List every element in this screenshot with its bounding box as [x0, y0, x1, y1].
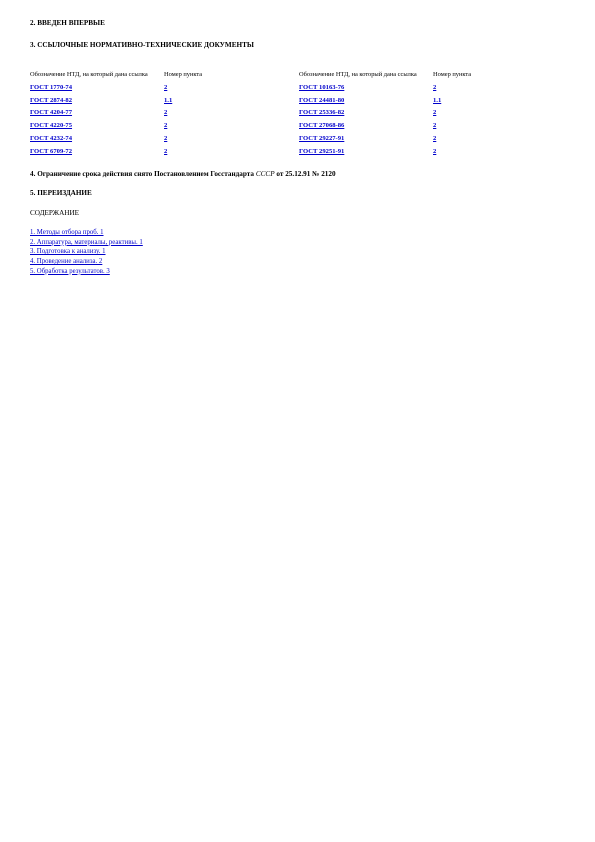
table-row	[30, 119, 500, 132]
table-cell	[433, 94, 500, 107]
contents-title: СОДЕРЖАНИЕ	[30, 209, 80, 217]
gost-link-left[interactable]: ГОСТ 4204-77	[30, 109, 73, 117]
table-cell	[164, 145, 299, 158]
gost-link-left[interactable]: ГОСТ 2874-82	[30, 96, 73, 104]
item-link-left[interactable]: 2	[164, 135, 168, 143]
table-cell	[433, 132, 500, 145]
toc-item	[30, 228, 143, 238]
section-5-title: 5. ПЕРЕИЗДАНИЕ	[30, 189, 92, 197]
table-cell	[30, 145, 164, 158]
section-4-suffix: от 25.12.91 № 2120	[274, 170, 336, 178]
item-link-right[interactable]: 2	[433, 147, 437, 155]
table-header-row	[30, 60, 500, 81]
table-cell	[299, 94, 433, 107]
toc-link[interactable]: 1. Методы отбора проб. 1	[30, 229, 104, 236]
item-link-right[interactable]: 1.1	[433, 96, 442, 104]
gost-link-right[interactable]: ГОСТ 27068-86	[299, 122, 345, 130]
item-link-right[interactable]: 2	[433, 122, 437, 130]
table-row	[30, 107, 500, 120]
gost-link-left[interactable]: ГОСТ 4232-74	[30, 135, 73, 143]
section-4-prefix: 4. Ограничение срока действия снято Постановлением Госстандарта	[30, 170, 256, 178]
section-2-title: 2. ВВЕДЕН ВПЕРВЫЕ	[30, 19, 105, 27]
header-item-left: Номер пункта	[164, 70, 203, 78]
header-item-right: Номер пункта	[433, 70, 472, 78]
item-link-left[interactable]: 2	[164, 147, 168, 155]
table-cell	[299, 119, 433, 132]
gost-link-right[interactable]: ГОСТ 29227-91	[299, 135, 345, 143]
item-link-left[interactable]: 1.1	[164, 96, 173, 104]
table-cell	[299, 132, 433, 145]
table-cell	[30, 119, 164, 132]
section-3-title: 3. ССЫЛОЧНЫЕ НОРМАТИВНО-ТЕХНИЧЕСКИЕ ДОКУМЕНТЫ	[30, 41, 254, 49]
toc-link[interactable]: 3. Подготовка к анализу. 1	[30, 248, 106, 256]
table-cell	[299, 107, 433, 120]
reference-documents-table	[30, 60, 500, 158]
table-cell	[30, 132, 164, 145]
table-cell	[30, 107, 164, 120]
toc-link[interactable]: 4. Проведение анализа. 2	[30, 258, 103, 266]
table-cell	[164, 132, 299, 145]
item-link-left[interactable]: 2	[164, 122, 168, 130]
gost-link-left[interactable]: ГОСТ 1770-74	[30, 83, 73, 91]
gost-link-left[interactable]: ГОСТ 6709-72	[30, 147, 73, 155]
item-link-left[interactable]: 2	[164, 109, 168, 117]
table-row	[30, 94, 500, 107]
table-cell	[164, 81, 299, 94]
table-body	[30, 81, 500, 158]
gost-link-right[interactable]: ГОСТ 24481-80	[299, 96, 345, 104]
toc-item	[30, 238, 143, 248]
gost-link-right[interactable]: ГОСТ 29251-91	[299, 147, 345, 155]
section-4-text	[30, 170, 336, 178]
gost-link-right[interactable]: ГОСТ 25336-82	[299, 109, 345, 117]
toc-item	[30, 257, 143, 267]
table-cell	[299, 145, 433, 158]
table-of-contents	[30, 228, 143, 277]
table-row	[30, 132, 500, 145]
table-cell	[433, 107, 500, 120]
item-link-right[interactable]: 2	[433, 83, 437, 91]
table-row	[30, 145, 500, 158]
table-cell	[164, 119, 299, 132]
table-cell	[299, 81, 433, 94]
table-cell	[164, 94, 299, 107]
table-cell	[433, 119, 500, 132]
table-cell	[164, 107, 299, 120]
table-row	[30, 81, 500, 94]
header-designation-right: Обозначение НТД, на который дана ссылка	[299, 70, 417, 78]
toc-item	[30, 267, 143, 277]
gost-link-left[interactable]: ГОСТ 4220-75	[30, 122, 73, 130]
item-link-left[interactable]: 2	[164, 83, 168, 91]
toc-item	[30, 247, 143, 257]
toc-link[interactable]: 2. Аппаратура, материалы, реактивы. 1	[30, 238, 143, 246]
table-cell	[433, 81, 500, 94]
section-4-italic: СССР	[255, 170, 275, 178]
gost-link-right[interactable]: ГОСТ 10163-76	[299, 83, 345, 91]
item-link-right[interactable]: 2	[433, 109, 437, 117]
table-cell	[433, 145, 500, 158]
table-cell	[30, 94, 164, 107]
table-cell	[30, 81, 164, 94]
header-designation-left: Обозначение НТД, на который дана ссылка	[30, 70, 148, 78]
item-link-right[interactable]: 2	[433, 135, 437, 143]
toc-link[interactable]: 5. Обработка результатов. 3	[30, 267, 110, 275]
